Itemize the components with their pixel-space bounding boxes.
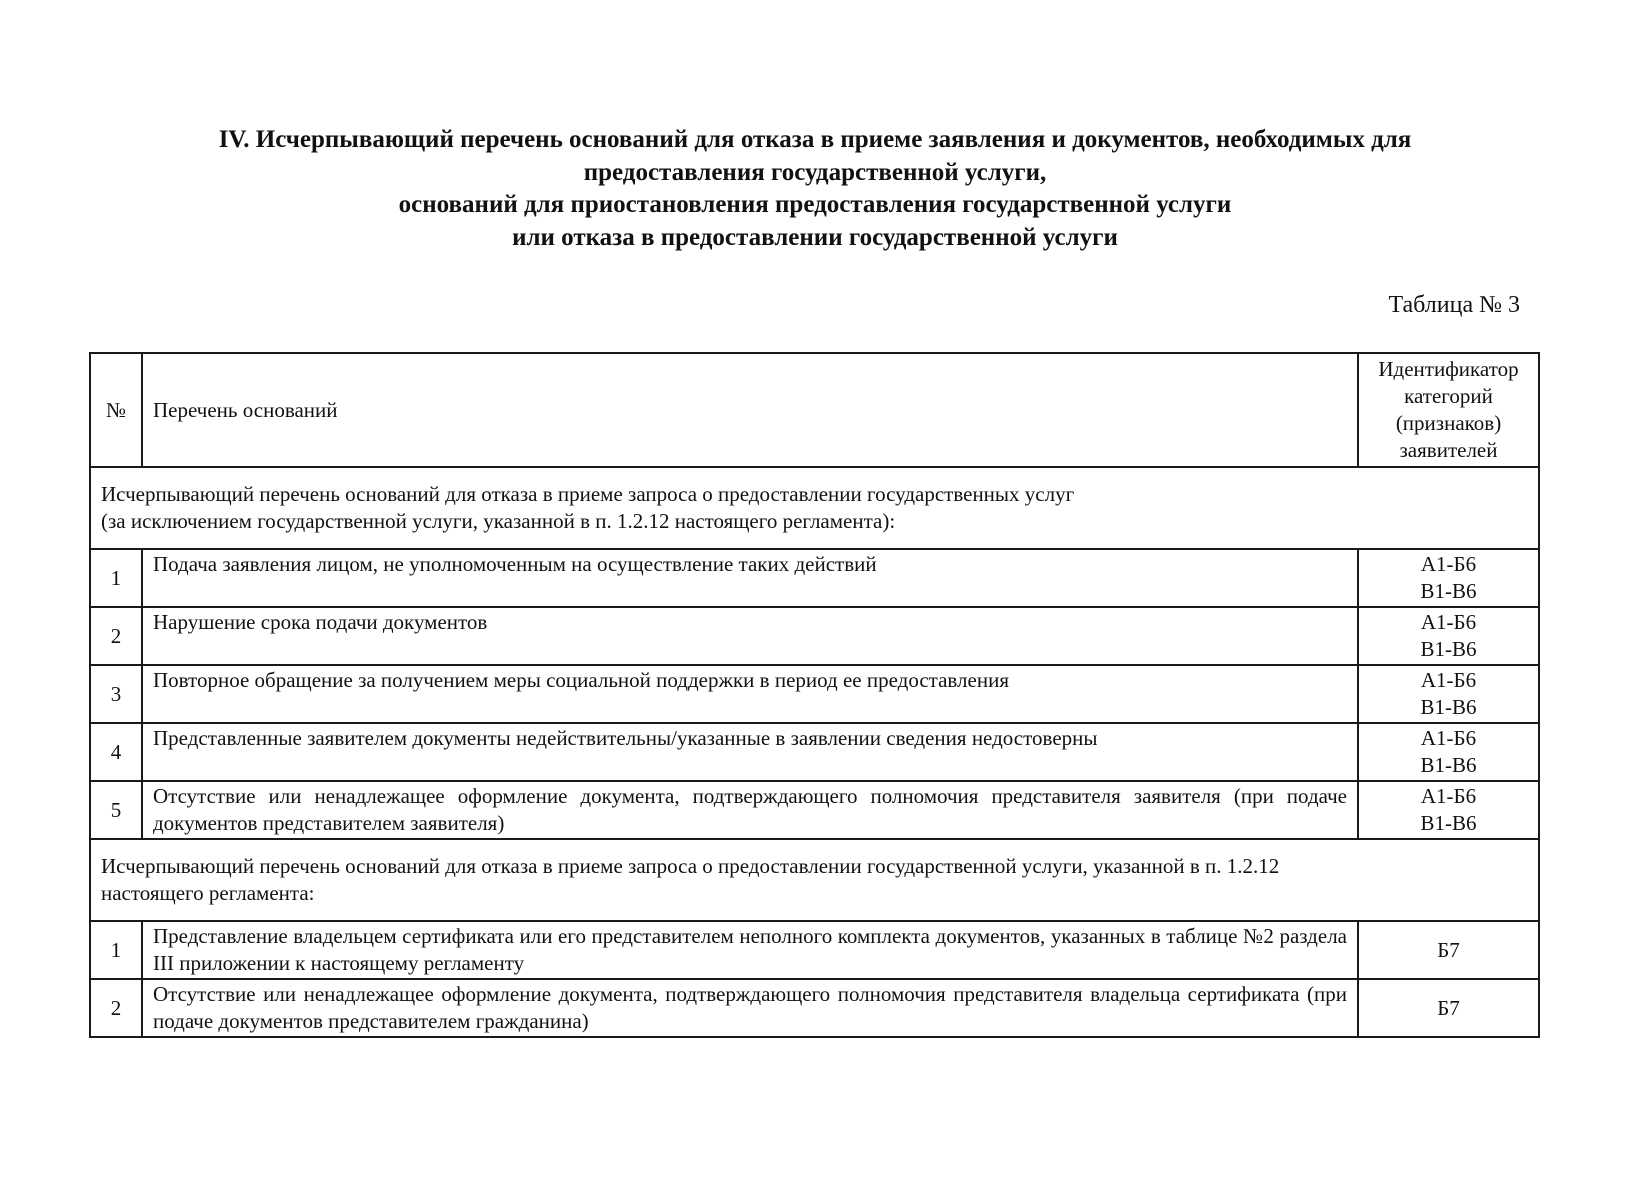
row-reason: Представленные заявителем документы недействительны/указанные в заявлении сведения недостоверны xyxy=(142,723,1358,781)
header-reasons: Перечень оснований xyxy=(142,353,1358,467)
section-heading-line: настоящего регламента: xyxy=(101,881,315,905)
row-reason: Отсутствие или ненадлежащее оформление документа, подтверждающего полномочия представителя владельца сертификата (при подаче документов представителем гражданина) xyxy=(142,979,1358,1037)
category-id: В1-В6 xyxy=(1420,695,1477,719)
header-number: № xyxy=(90,353,142,467)
category-id: Б7 xyxy=(1437,995,1460,1020)
row-reason: Подача заявления лицом, не уполномоченным на осуществление таких действий xyxy=(142,549,1358,607)
category-id: А1-Б6 xyxy=(1420,784,1477,808)
table-row xyxy=(90,979,1539,1037)
table-row xyxy=(90,781,1539,839)
row-number: 1 xyxy=(90,921,142,979)
row-category-ids xyxy=(1358,607,1539,665)
section-title-line: предоставления государственной услуги, xyxy=(583,158,1047,186)
row-number: 1 xyxy=(90,549,142,607)
row-reason: Представление владельцем сертификата или его представителем неполного комплекта документов, указанных в таблице №2 раздела III приложении к настоящему регламенту xyxy=(142,921,1358,979)
section-title-line: или отказа в предоставлении государственной услуги xyxy=(512,223,1118,251)
section-heading xyxy=(90,467,1539,549)
section-heading-row xyxy=(90,839,1539,921)
table-row xyxy=(90,549,1539,607)
row-category-ids xyxy=(1358,665,1539,723)
category-id: Б7 xyxy=(1437,937,1460,962)
section-heading xyxy=(90,839,1539,921)
section-heading-line: Исчерпывающий перечень оснований для отказа в приеме запроса о предоставлении государственной услуги, указанной в п. 1.2.12 xyxy=(101,854,1280,878)
row-number: 2 xyxy=(90,979,142,1037)
category-id: В1-В6 xyxy=(1420,579,1477,603)
section-heading-line: (за исключением государственной услуги, указанной в п. 1.2.12 настоящего регламента): xyxy=(101,509,896,533)
row-category-ids xyxy=(1358,921,1539,979)
row-number: 5 xyxy=(90,781,142,839)
category-id: А1-Б6 xyxy=(1420,552,1477,576)
row-number: 4 xyxy=(90,723,142,781)
category-id: В1-В6 xyxy=(1420,753,1477,777)
row-reason: Отсутствие или ненадлежащее оформление документа, подтверждающего полномочия представителя заявителя (при подаче документов представителем заявителя) xyxy=(142,781,1358,839)
table-row xyxy=(90,665,1539,723)
row-number: 3 xyxy=(90,665,142,723)
row-number: 2 xyxy=(90,607,142,665)
category-id: А1-Б6 xyxy=(1420,668,1477,692)
table-caption: Таблица № 3 xyxy=(1388,292,1520,318)
row-category-ids xyxy=(1358,549,1539,607)
row-reason: Нарушение срока подачи документов xyxy=(142,607,1358,665)
category-id: А1-Б6 xyxy=(1420,726,1477,750)
section-title-line: IV. Исчерпывающий перечень оснований для отказа в приеме заявления и документов, необходимых для xyxy=(218,126,1412,153)
table-row xyxy=(90,921,1539,979)
section-title xyxy=(90,124,1540,254)
category-id: В1-В6 xyxy=(1420,637,1477,661)
table-row xyxy=(90,607,1539,665)
grounds-table-body xyxy=(90,353,1539,1037)
section-heading-row xyxy=(90,467,1539,549)
row-category-ids xyxy=(1358,723,1539,781)
row-category-ids xyxy=(1358,781,1539,839)
section-heading-line: Исчерпывающий перечень оснований для отказа в приеме запроса о предоставлении государственных услуг xyxy=(101,482,1075,506)
row-category-ids xyxy=(1358,979,1539,1037)
section-title-line: оснований для приостановления предоставления государственной услуги xyxy=(398,191,1232,218)
row-reason: Повторное обращение за получением меры социальной поддержки в период ее предоставления xyxy=(142,665,1358,723)
table-header-row xyxy=(90,353,1539,467)
category-id: В1-В6 xyxy=(1420,811,1477,835)
category-id: А1-Б6 xyxy=(1420,610,1477,634)
grounds-table xyxy=(89,352,1540,1038)
header-applicant-category-id: Идентификатор категорий (признаков) заявителей xyxy=(1358,353,1539,467)
table-row xyxy=(90,723,1539,781)
